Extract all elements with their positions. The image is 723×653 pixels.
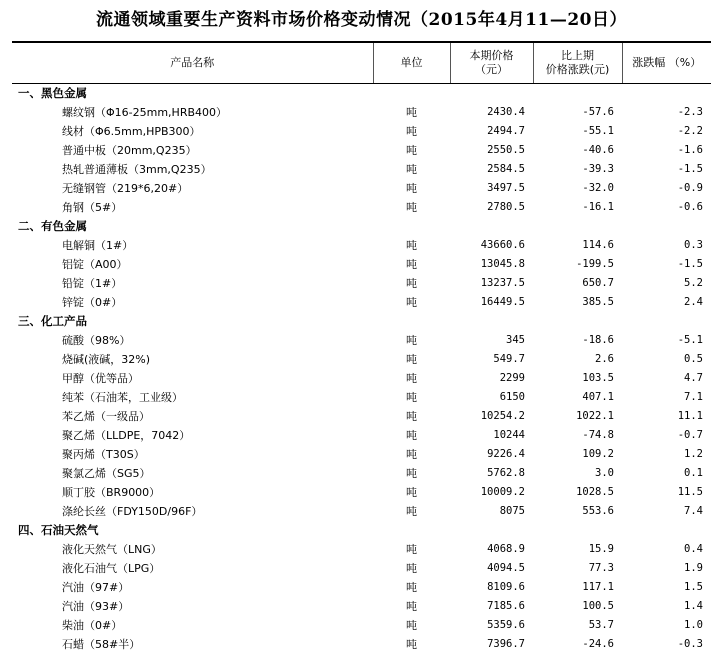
pct-change-cell: 2.4 [684,295,703,308]
table-row [12,444,711,463]
pct-change-cell: -0.7 [677,428,703,441]
price-cell: 13237.5 [480,276,525,289]
change-cell: 77.3 [588,561,614,574]
table-row [12,330,711,349]
pct-change-cell: -0.6 [677,200,703,213]
unit-cell: 吨 [406,542,417,556]
product-name-cell: 电解铜（1#） [62,238,134,252]
pct-change-cell: -2.2 [677,124,703,137]
product-name-cell: 聚乙烯（LLDPE，7042） [62,428,191,442]
change-cell: 553.6 [582,504,614,517]
change-cell: -199.5 [576,257,614,270]
price-cell: 4068.9 [487,542,525,555]
change-cell: 15.9 [588,542,614,555]
header-price-line1: 本期价格 [469,48,514,62]
table-row [12,558,711,577]
change-cell: 109.2 [582,447,614,460]
table-row [12,140,711,159]
unit-cell: 吨 [406,618,417,632]
change-cell: 385.5 [582,295,614,308]
change-cell: 1028.5 [576,485,614,498]
section-header-row [12,83,711,102]
unit-cell: 吨 [406,162,417,176]
price-cell: 2550.5 [487,143,525,156]
header-change-line2: 价格涨跌(元) [545,62,610,76]
change-cell: 117.1 [582,580,614,593]
table-row [12,577,711,596]
price-cell: 4094.5 [487,561,525,574]
pct-change-cell: 1.2 [684,447,703,460]
price-cell: 345 [506,333,525,346]
unit-cell: 吨 [406,447,417,461]
price-cell: 43660.6 [480,238,525,251]
header-unit: 单位 [373,42,450,83]
table-row [12,387,711,406]
product-name-cell: 线材（Φ6.5mm,HPB300） [62,124,201,138]
table-body [12,83,711,653]
product-name-cell: 锌锭（0#） [62,295,123,309]
unit-cell: 吨 [406,637,417,651]
unit-cell: 吨 [406,295,417,309]
price-cell: 8109.6 [487,580,525,593]
unit-cell: 吨 [406,143,417,157]
pct-change-cell: -1.5 [677,162,703,175]
section-title: 四、石油天然气 [18,522,99,537]
unit-cell: 吨 [406,333,417,347]
pct-change-cell: 1.4 [684,599,703,612]
product-name-cell: 聚氯乙烯（SG5） [62,466,151,480]
product-name-cell: 烧碱(液碱，32%) [62,352,151,366]
change-cell: -18.6 [582,333,614,346]
product-name-cell: 涤纶长丝（FDY150D/96F） [62,504,203,518]
pct-change-cell: 0.3 [684,238,703,251]
table-header-row [12,42,711,83]
pct-change-cell: 11.5 [677,485,703,498]
product-name-cell: 普通中板（20mm,Q235） [62,143,197,157]
pct-change-cell: -0.9 [677,181,703,194]
section-header-row [12,520,711,539]
unit-cell: 吨 [406,238,417,252]
pct-change-cell: 5.2 [684,276,703,289]
change-cell: 103.5 [582,371,614,384]
unit-cell: 吨 [406,580,417,594]
header-price [450,42,533,83]
unit-cell: 吨 [406,352,417,366]
unit-cell: 吨 [406,390,417,404]
pct-change-cell: 0.5 [684,352,703,365]
table-row [12,406,711,425]
unit-cell: 吨 [406,257,417,271]
table-row [12,368,711,387]
price-cell: 13045.8 [480,257,525,270]
table-row [12,482,711,501]
product-name-cell: 汽油（93#） [62,599,130,613]
product-name-cell: 热轧普通薄板（3mm,Q235） [62,162,212,176]
unit-cell: 吨 [406,599,417,613]
pct-change-cell: -5.1 [677,333,703,346]
price-cell: 10254.2 [480,409,525,422]
product-name-cell: 聚丙烯（T30S） [62,447,145,461]
product-name-cell: 苯乙烯（一级品） [62,409,150,423]
change-cell: -57.6 [582,105,614,118]
header-name: 产品名称 [12,42,373,83]
change-cell: -39.3 [582,162,614,175]
price-cell: 2780.5 [487,200,525,213]
unit-cell: 吨 [406,485,417,499]
table-row [12,254,711,273]
price-cell: 7396.7 [487,637,525,650]
header-price-line2: （元） [475,62,508,76]
price-cell: 2430.4 [487,105,525,118]
change-cell: 3.0 [595,466,614,479]
change-cell: 650.7 [582,276,614,289]
table-row [12,121,711,140]
change-cell: -40.6 [582,143,614,156]
product-name-cell: 液化天然气（LNG） [62,542,162,556]
price-cell: 549.7 [493,352,525,365]
unit-cell: 吨 [406,561,417,575]
price-cell: 5359.6 [487,618,525,631]
product-name-cell: 硫酸（98%） [62,333,131,347]
price-cell: 16449.5 [480,295,525,308]
product-name-cell: 顺丁胶（BR9000） [62,485,161,499]
section-title: 三、化工产品 [18,313,87,328]
change-cell: 407.1 [582,390,614,403]
product-name-cell: 螺纹钢（Φ16-25mm,HRB400） [62,105,228,119]
pct-change-cell: -1.6 [677,143,703,156]
unit-cell: 吨 [406,276,417,290]
table-row [12,292,711,311]
table-row [12,178,711,197]
product-name-cell: 甲醇（优等品） [62,371,139,385]
pct-change-cell: 1.0 [684,618,703,631]
unit-cell: 吨 [406,504,417,518]
price-cell: 8075 [499,504,525,517]
product-name-cell: 无缝钢管（219*6,20#） [62,181,189,195]
change-cell: -55.1 [582,124,614,137]
section-title: 一、黑色金属 [18,85,87,100]
price-cell: 2584.5 [487,162,525,175]
product-name-cell: 柴油（0#） [62,618,123,632]
section-header-row [12,311,711,330]
table-row [12,596,711,615]
table-row [12,463,711,482]
pct-change-cell: 7.1 [684,390,703,403]
header-pct: 涨跌幅 （%） [622,42,711,83]
price-cell: 3497.5 [487,181,525,194]
table-row [12,539,711,558]
product-name-cell: 纯苯（石油苯，工业级） [62,390,183,404]
price-cell: 2494.7 [487,124,525,137]
pct-change-cell: 1.5 [684,580,703,593]
table-row [12,501,711,520]
price-cell: 6150 [499,390,525,403]
change-cell: 1022.1 [576,409,614,422]
pct-change-cell: 11.1 [677,409,703,422]
header-change-line1: 比上期 [561,48,594,62]
pct-change-cell: 0.1 [684,466,703,479]
product-name-cell: 铅锭（1#） [62,276,123,290]
price-cell: 10244 [493,428,525,441]
unit-cell: 吨 [406,181,417,195]
table-row [12,102,711,121]
change-cell: -74.8 [582,428,614,441]
section-title: 二、有色金属 [18,218,87,233]
unit-cell: 吨 [406,428,417,442]
unit-cell: 吨 [406,409,417,423]
header-change [533,42,622,83]
product-name-cell: 角钢（5#） [62,200,123,214]
table-row [12,159,711,178]
change-cell: -32.0 [582,181,614,194]
change-cell: -16.1 [582,200,614,213]
price-cell: 10009.2 [480,485,525,498]
change-cell: 2.6 [595,352,614,365]
change-cell: -24.6 [582,637,614,650]
table-row [12,425,711,444]
unit-cell: 吨 [406,200,417,214]
table-row [12,235,711,254]
pct-change-cell: 1.9 [684,561,703,574]
pct-change-cell: 7.4 [684,504,703,517]
unit-cell: 吨 [406,105,417,119]
price-cell: 5762.8 [487,466,525,479]
pct-change-cell: 0.4 [684,542,703,555]
page-title: 流通领域重要生产资料市场价格变动情况（2015年4月11—20日） [96,10,627,30]
table-row [12,273,711,292]
change-cell: 114.6 [582,238,614,251]
change-cell: 53.7 [588,618,614,631]
unit-cell: 吨 [406,124,417,138]
pct-change-cell: -1.5 [677,257,703,270]
product-name-cell: 铝锭（A00） [62,257,128,271]
price-cell: 9226.4 [487,447,525,460]
unit-cell: 吨 [406,466,417,480]
price-cell: 2299 [499,371,525,384]
price-table [12,41,711,653]
pct-change-cell: 4.7 [684,371,703,384]
unit-cell: 吨 [406,371,417,385]
table-row [12,349,711,368]
product-name-cell: 汽油（97#） [62,580,130,594]
price-cell: 7185.6 [487,599,525,612]
table-row [12,197,711,216]
change-cell: 100.5 [582,599,614,612]
product-name-cell: 液化石油气（LPG） [62,561,161,575]
pct-change-cell: -2.3 [677,105,703,118]
product-name-cell: 石蜡（58#半） [62,637,141,651]
section-header-row [12,216,711,235]
pct-change-cell: -0.3 [677,637,703,650]
table-row [12,615,711,634]
table-row [12,634,711,653]
